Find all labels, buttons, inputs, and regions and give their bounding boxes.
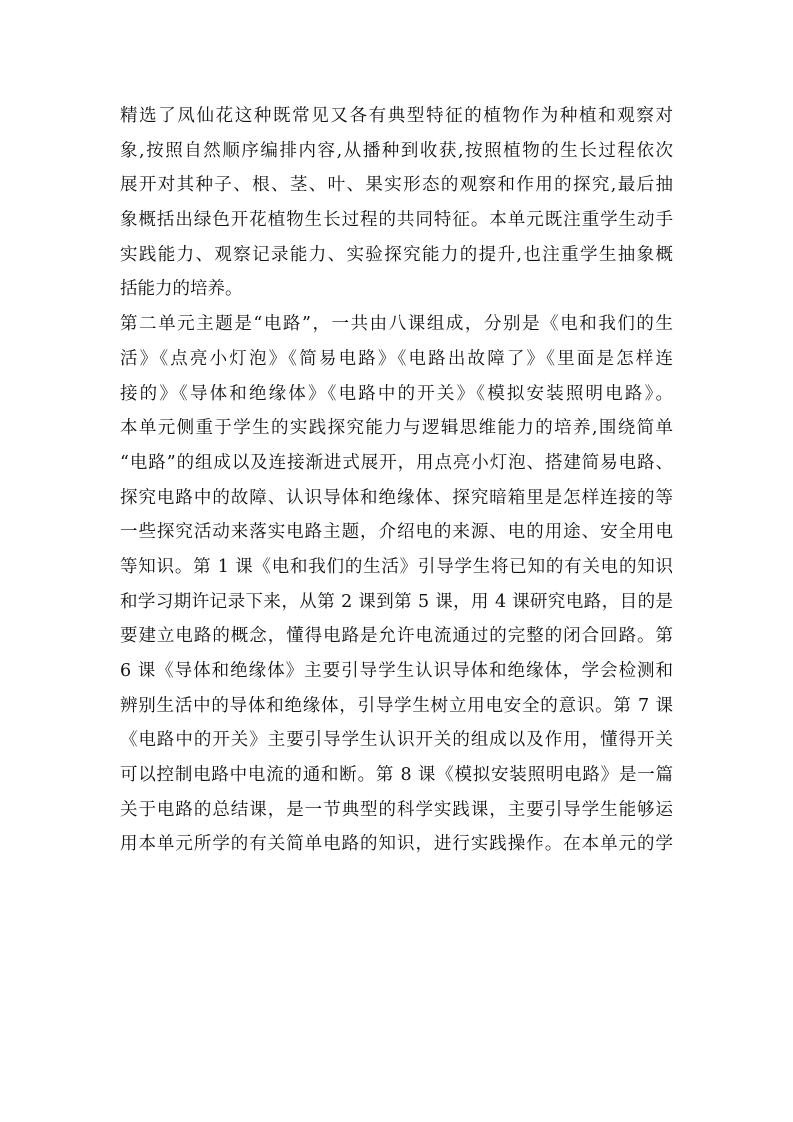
text-line: 实践能力、观察记录能力、实验探究能力的提升,也注重学生抽象概	[120, 244, 673, 265]
text-line: 等知识。第 1 课《电和我们的生活》引导学生将已知的有关电的知识	[120, 556, 673, 577]
text-line: 象,按照自然顺序编排内容,从播种到收获,按照植物的生长过程依次	[120, 140, 673, 161]
text-line: 本单元侧重于学生的实践探究能力与逻辑思维能力的培养,围绕简单	[120, 418, 673, 439]
text-line: 探究电路中的故障、认识导体和绝缘体、探究暗箱里是怎样连接的等	[120, 487, 673, 508]
text-line: 和学习期许记录下来，从第 2 课到第 5 课，用 4 课研究电路，目的是	[120, 591, 673, 612]
text-line: 括能力的培养。	[120, 279, 243, 300]
text-line: 活》《点亮小灯泡》《简易电路》《电路出故障了》《里面是怎样连	[120, 348, 673, 369]
text-line: 接的》《导体和绝缘体》《电路中的开关》《模拟安装照明电路》。	[120, 383, 673, 404]
body-text	[120, 99, 673, 862]
text-line: 要建立电路的概念，懂得电路是允许电流通过的完整的闭合回路。第	[120, 626, 673, 647]
text-line: 关于电路的总结课，是一节典型的科学实践课，主要引导学生能够运	[120, 799, 673, 820]
text-line: 辨别生活中的导体和绝缘体，引导学生树立用电安全的意识。第 7 课	[120, 695, 673, 716]
text-line: 用本单元所学的有关简单电路的知识，进行实践操作。在本单元的学	[120, 834, 673, 855]
text-line: 展开对其种子、根、茎、叶、果实形态的观察和作用的探究,最后抽	[120, 175, 673, 196]
text-line: 《电路中的开关》主要引导学生认识开关的组成以及作用，懂得开关	[120, 730, 673, 751]
text-line: 一些探究活动来落实电路主题，介绍电的来源、电的用途、安全用电	[120, 522, 673, 543]
text-line: 6 课《导体和绝缘体》主要引导学生认识导体和绝缘体，学会检测和	[120, 661, 673, 681]
text-line: 象概括出绿色开花植物生长过程的共同特征。本单元既注重学生动手	[120, 210, 673, 231]
text-line: “电路”的组成以及连接渐进式展开，用点亮小灯泡、搭建简易电路、	[120, 452, 673, 473]
text-line: 精选了凤仙花这种既常见又各有典型特征的植物作为种植和观察对	[120, 106, 673, 126]
text-line: 可以控制电路中电流的通和断。第 8 课《模拟安装照明电路》是一篇	[120, 765, 673, 786]
text-line: 第二单元主题是“电路”，一共由八课组成，分别是《电和我们的生	[120, 314, 673, 335]
